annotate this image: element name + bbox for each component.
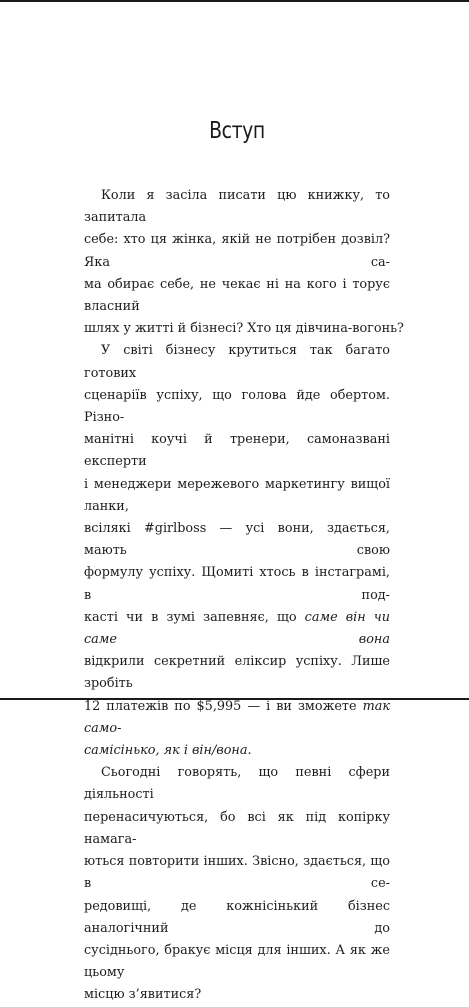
paragraph bbox=[84, 762, 390, 1006]
text-line bbox=[84, 651, 390, 695]
text-line bbox=[84, 896, 390, 940]
paragraph bbox=[84, 185, 404, 340]
text-run: шлях у житті й бізнесі? Хто ця дівчина-вогонь? bbox=[84, 321, 404, 337]
text-line bbox=[84, 740, 390, 762]
text-run: і менеджери мережевого маркетингу вищої ланки, bbox=[84, 476, 390, 514]
text-run: формулу успіху. Щомиті хтось в інстаграмі, в под- bbox=[84, 565, 390, 603]
text-run: манітні коучі й тренери, самоназвані експерти bbox=[84, 432, 390, 470]
text-line bbox=[84, 340, 390, 384]
chapter-body bbox=[84, 185, 404, 1007]
text-line bbox=[84, 518, 390, 562]
text-line bbox=[84, 274, 390, 318]
paragraph bbox=[84, 340, 390, 762]
text-line bbox=[84, 474, 390, 518]
chapter-title: Вступ bbox=[209, 118, 265, 144]
text-line bbox=[84, 385, 390, 429]
text-line bbox=[84, 696, 390, 740]
book-page bbox=[84, 0, 404, 1003]
text-run: ма обирає себе, не чекає ні на кого і торує власний bbox=[84, 276, 390, 315]
text-run: редовищі, де кожнісінький бізнес аналогічний до bbox=[84, 898, 390, 936]
text-line bbox=[84, 229, 390, 273]
text-line bbox=[84, 807, 390, 851]
text-run: себе: хто ця жінка, якій не потрібен дозвіл? Яка са- bbox=[84, 232, 390, 270]
italic-text: саме він чи саме вона bbox=[84, 609, 390, 648]
text-line bbox=[84, 185, 390, 229]
text-run: У світі бізнесу крутиться так багато готових bbox=[84, 343, 390, 381]
text-run: ються повторити інших. Звісно, здається, що в се- bbox=[84, 854, 390, 892]
text-run: касті чи в зумі запевняє, що bbox=[84, 609, 305, 625]
text-line bbox=[84, 607, 390, 651]
text-run: 12 платежів по $5,995 — і ви зможете bbox=[84, 698, 363, 714]
text-run: відкрили секретний еліксир успіху. Лише зробіть bbox=[84, 654, 390, 692]
text-run: перенасичуються, бо всі як під копірку намага- bbox=[84, 809, 390, 847]
text-run: Коли я засіла писати цю книжку, то запитала bbox=[84, 188, 390, 226]
text-line bbox=[84, 851, 390, 895]
text-line bbox=[84, 984, 390, 1006]
text-run: сценаріїв успіху, що голова йде обертом. Різно- bbox=[84, 387, 390, 426]
text-line bbox=[84, 429, 390, 473]
text-run: сусіднього, бракує місця для інших. А як же цьому bbox=[84, 942, 390, 981]
text-run: місцю з’явитися? bbox=[84, 987, 202, 1003]
text-line bbox=[84, 940, 390, 984]
text-line bbox=[84, 562, 390, 606]
text-run: Сьогодні говорять, що певні сфери діяльності bbox=[84, 765, 390, 803]
italic-text: самісінько, як і він/вона. bbox=[84, 743, 252, 759]
text-run: всілякі #girlboss — усі вони, здається, мають свою bbox=[84, 521, 390, 559]
text-line bbox=[84, 318, 404, 340]
italic-text: так само- bbox=[84, 698, 390, 736]
text-line bbox=[84, 762, 390, 806]
